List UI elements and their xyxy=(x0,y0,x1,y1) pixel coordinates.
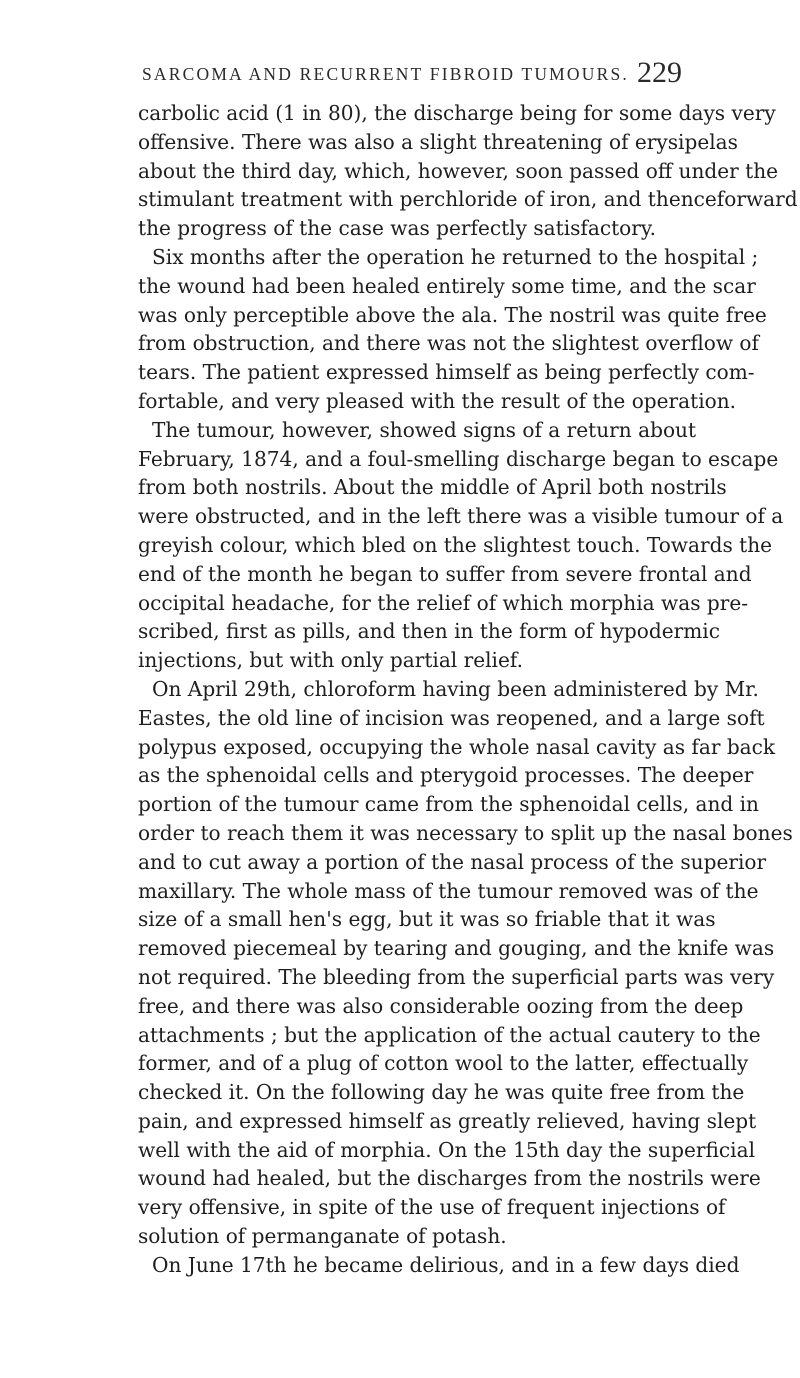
text-line: from obstruction, and there was not the slightest overflow of xyxy=(138,331,759,356)
page-number: 229 xyxy=(637,56,682,89)
text-line: from both nostrils. About the middle of April both nostrils xyxy=(138,475,727,500)
text-line: end of the month he began to suffer from severe frontal and xyxy=(138,561,752,586)
text-line: not required. The bleeding from the superficial parts was very xyxy=(138,964,775,989)
text-line: very offensive, in spite of the use of frequent injections of xyxy=(138,1195,726,1220)
text-line: scribed, first as pills, and then in the form of hypodermic xyxy=(138,619,720,644)
text-line: carbolic acid (1 in 80), the discharge being for some days very xyxy=(138,101,776,125)
running-head xyxy=(110,58,680,98)
text-line: size of a small hen's egg, but it was so friable that it was xyxy=(138,907,716,932)
text-line: On April 29th, chloroform having been administered by Mr. xyxy=(152,676,759,701)
text-line: free, and there was also considerable oozing from the deep xyxy=(138,993,744,1018)
text-line: greyish colour, which bled on the slightest touch. Towards the xyxy=(138,532,773,557)
text-line: former, and of a plug of cotton wool to the latter, effectually xyxy=(138,1051,749,1076)
text-line: The tumour, however, showed signs of a return about xyxy=(152,417,697,442)
text-line: removed piecemeal by tearing and gouging, and the knife was xyxy=(138,936,775,961)
text-line: injections, but with only partial relief. xyxy=(138,648,523,673)
text-line: polypus exposed, occupying the whole nasal cavity as far back xyxy=(138,734,776,759)
text-line: as the sphenoidal cells and pterygoid processes. The deeper xyxy=(138,763,754,788)
text-line: solution of permanganate of potash. xyxy=(138,1224,507,1249)
text-line: February, 1874, and a foul-smelling discharge began to escape xyxy=(138,446,779,471)
text-line: Six months after the operation he returned to the hospital ; xyxy=(152,244,759,269)
text-line: wound had healed, but the discharges from the nostrils were xyxy=(138,1166,761,1191)
text-line: were obstructed, and in the left there was a visible tumour of a xyxy=(138,504,784,529)
text-line: the progress of the case was perfectly satisfactory. xyxy=(138,216,656,241)
text-line: checked it. On the following day he was quite free from the xyxy=(138,1080,745,1105)
text-line: pain, and expressed himself as greatly relieved, having slept xyxy=(138,1108,757,1133)
text-line: stimulant treatment with perchloride of iron, and thenceforward xyxy=(138,187,798,212)
paragraph xyxy=(138,416,784,675)
text-line: attachments ; but the application of the actual cautery to the xyxy=(138,1022,761,1047)
text-line: Eastes, the old line of incision was reopened, and a large soft xyxy=(138,705,765,730)
text-line: about the third day, which, however, soon passed off under the xyxy=(138,158,779,183)
text-line: portion of the tumour came from the sphenoidal cells, and in xyxy=(138,792,760,817)
paragraph xyxy=(138,243,767,416)
body-text xyxy=(138,99,798,1280)
paragraph xyxy=(138,99,798,243)
text-line: maxillary. The whole mass of the tumour removed was of the xyxy=(138,878,759,903)
paragraph xyxy=(138,1251,740,1280)
text-line: well with the aid of morphia. On the 15th day the superficial xyxy=(138,1137,756,1162)
text-line: order to reach them it was necessary to split up the nasal bones xyxy=(138,820,793,845)
paragraph xyxy=(138,675,793,1251)
text-line: the wound had been healed entirely some time, and the scar xyxy=(138,273,756,298)
text-line: tears. The patient expressed himself as being perfectly com- xyxy=(138,360,755,385)
running-title: SARCOMA AND RECURRENT FIBROID TUMOURS. xyxy=(142,64,629,84)
text-line: offensive. There was also a slight threatening of erysipelas xyxy=(138,129,738,154)
text-line: fortable, and very pleased with the result of the operation. xyxy=(138,388,737,413)
text-line: was only perceptible above the ala. The nostril was quite free xyxy=(138,302,767,327)
text-line: occipital headache, for the relief of which morphia was pre- xyxy=(138,590,749,615)
text-line: On June 17th he became delirious, and in a few days died xyxy=(152,1252,740,1277)
text-line: and to cut away a portion of the nasal process of the superior xyxy=(138,849,767,874)
